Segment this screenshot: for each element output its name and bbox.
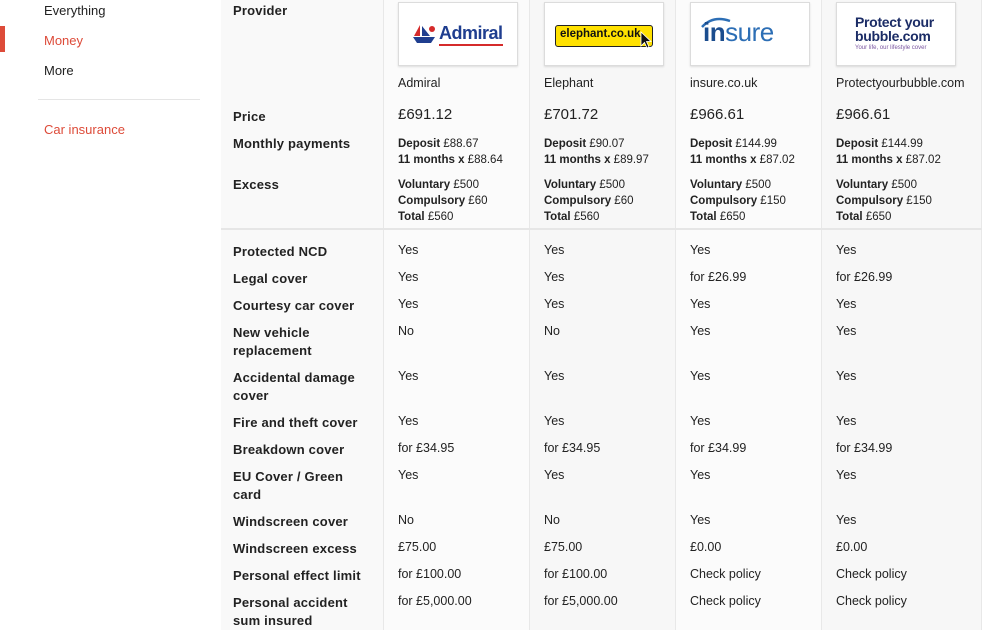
cell-legal-cover: Yes [398, 270, 419, 284]
row-label-personal-effect: Personal effect limit [233, 568, 361, 583]
monthly-payments: Deposit £144.99 11 months x £87.02 [690, 138, 795, 166]
cell-fire-theft: Yes [398, 414, 419, 428]
column-bg [821, 0, 982, 630]
cell-fire-theft: Yes [544, 414, 565, 428]
cell-fire-theft: Yes [836, 414, 857, 428]
row-label-windscreen-excess: Windscreen excess [233, 541, 357, 556]
monthly-payments: Deposit £88.67 11 months x £88.64 [398, 138, 503, 166]
cell-breakdown: for £34.95 [544, 441, 601, 455]
cell-accidental-damage: Yes [398, 369, 419, 383]
cell-protected-ncd: Yes [690, 243, 711, 257]
excess-values: Voluntary £500 Compulsory £150 Total £650 [690, 179, 786, 223]
mouse-pointer-icon [640, 31, 652, 49]
cell-new-vehicle: Yes [690, 324, 711, 338]
elephant-wordmark: elephant.co.uk [560, 28, 641, 40]
cell-protected-ncd: Yes [836, 243, 857, 257]
insure-wordmark: insure [703, 17, 774, 47]
row-label-eu-cover: EU Cover / Green card [233, 469, 344, 502]
monthly-payments: Deposit £90.07 11 months x £89.97 [544, 138, 649, 166]
provider-name[interactable]: Protectyourbubble.com [836, 76, 965, 90]
label-column-bg [221, 0, 383, 630]
pyb-tagline: Your life, our lifestyle cover [855, 45, 927, 51]
row-label-protected-ncd: Protected NCD [233, 244, 328, 259]
cell-protected-ncd: Yes [544, 243, 565, 257]
cell-breakdown: for £34.99 [836, 441, 893, 455]
cell-personal-effect: Check policy [690, 567, 761, 581]
cell-eu-cover: Yes [544, 468, 565, 482]
cell-windscreen-excess: £0.00 [690, 540, 722, 554]
cell-new-vehicle: Yes [836, 324, 857, 338]
column-bg [529, 0, 675, 630]
cell-legal-cover: for £26.99 [836, 270, 893, 284]
active-item-marker [0, 26, 5, 52]
column-divider [383, 0, 384, 630]
cell-new-vehicle: No [544, 324, 560, 338]
row-label-provider: Provider [233, 3, 288, 18]
cell-windscreen-cover: Yes [836, 513, 857, 527]
sidebar-item-everything[interactable]: Everything [44, 3, 106, 18]
cell-eu-cover: Yes [690, 468, 711, 482]
cell-legal-cover: Yes [544, 270, 565, 284]
cell-new-vehicle: No [398, 324, 414, 338]
section-divider [221, 228, 982, 230]
cell-personal-effect: for £100.00 [398, 567, 462, 581]
row-label-personal-accident: Personal accident sum insured [233, 595, 348, 628]
sidebar-item-more[interactable]: More [44, 63, 74, 78]
provider-name[interactable]: Admiral [398, 76, 441, 90]
elephant-badge [555, 25, 653, 47]
row-label-legal-cover: Legal cover [233, 271, 308, 286]
cell-personal-effect: for £100.00 [544, 567, 608, 581]
cell-accidental-damage: Yes [690, 369, 711, 383]
cell-windscreen-cover: Yes [690, 513, 711, 527]
cell-windscreen-excess: £0.00 [836, 540, 868, 554]
excess-values: Voluntary £500 Compulsory £60 Total £560 [544, 179, 634, 223]
monthly-payments: Deposit £144.99 11 months x £87.02 [836, 138, 941, 166]
price-value: £691.12 [398, 106, 453, 123]
cell-legal-cover: for £26.99 [690, 270, 747, 284]
cell-windscreen-excess: £75.00 [544, 540, 583, 554]
admiral-logo[interactable] [398, 2, 518, 66]
row-label-breakdown: Breakdown cover [233, 442, 345, 457]
excess-values: Voluntary £500 Compulsory £60 Total £560 [398, 179, 488, 223]
column-divider [529, 0, 530, 630]
sidebar-divider [38, 99, 200, 100]
admiral-ship-icon [411, 23, 437, 45]
cell-windscreen-cover: No [544, 513, 560, 527]
row-label-courtesy-car: Courtesy car cover [233, 298, 355, 313]
cell-personal-accident: for £5,000.00 [398, 594, 472, 608]
column-divider [821, 0, 822, 630]
admiral-wordmark: Admiral [439, 23, 503, 43]
sidebar-nav [0, 0, 210, 630]
column-bg [675, 0, 821, 630]
cell-eu-cover: Yes [836, 468, 857, 482]
price-value: £701.72 [544, 106, 599, 123]
cell-windscreen-excess: £75.00 [398, 540, 437, 554]
price-value: £966.61 [690, 106, 745, 123]
sidebar-item-money[interactable]: Money [44, 33, 84, 48]
cell-courtesy-car: Yes [398, 297, 419, 311]
insure-logo[interactable] [690, 2, 810, 66]
elephant-logo[interactable] [544, 2, 664, 66]
row-label-excess: Excess [233, 177, 280, 192]
car-insurance-link[interactable]: Car insurance [44, 122, 125, 137]
protectyourbubble-logo[interactable] [836, 2, 956, 66]
provider-name[interactable]: Elephant [544, 76, 594, 90]
cell-courtesy-car: Yes [690, 297, 711, 311]
row-label-monthly: Monthly payments [233, 136, 351, 151]
cell-personal-accident: for £5,000.00 [544, 594, 618, 608]
column-divider [981, 0, 982, 630]
row-label-accidental-damage: Accidental damage cover [233, 370, 355, 403]
cell-protected-ncd: Yes [398, 243, 419, 257]
row-label-price: Price [233, 109, 266, 124]
cell-courtesy-car: Yes [836, 297, 857, 311]
cell-breakdown: for £34.95 [398, 441, 455, 455]
cell-fire-theft: Yes [690, 414, 711, 428]
cell-breakdown: for £34.99 [690, 441, 747, 455]
comparison-table [221, 0, 982, 630]
cell-personal-accident: Check policy [690, 594, 761, 608]
price-value: £966.61 [836, 106, 891, 123]
column-divider [675, 0, 676, 630]
column-bg [383, 0, 529, 630]
row-label-windscreen-cover: Windscreen cover [233, 514, 349, 529]
excess-values: Voluntary £500 Compulsory £150 Total £650 [836, 179, 932, 223]
cell-accidental-damage: Yes [544, 369, 565, 383]
cell-eu-cover: Yes [398, 468, 419, 482]
cell-personal-accident: Check policy [836, 594, 907, 608]
row-label-fire-theft: Fire and theft cover [233, 415, 358, 430]
pyb-wordmark: Protect your bubble.com [855, 14, 934, 44]
cell-accidental-damage: Yes [836, 369, 857, 383]
cell-personal-effect: Check policy [836, 567, 907, 581]
provider-name[interactable]: insure.co.uk [690, 76, 758, 90]
cell-courtesy-car: Yes [544, 297, 565, 311]
admiral-underline [439, 44, 503, 46]
row-label-new-vehicle: New vehicle replacement [233, 325, 312, 358]
cell-windscreen-cover: No [398, 513, 414, 527]
